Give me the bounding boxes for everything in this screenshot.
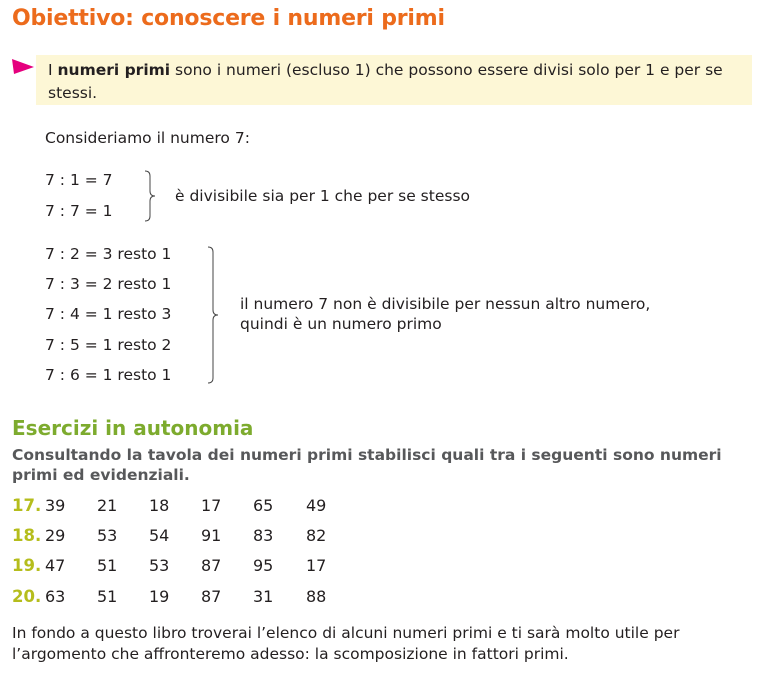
exercise-value: 51 [97, 587, 118, 606]
exercise-value: 54 [149, 526, 170, 545]
exercise-value: 49 [306, 496, 327, 515]
right-brace-icon [206, 246, 220, 384]
division-line: 7 : 1 = 7 [45, 171, 113, 189]
exercise-value: 91 [201, 526, 222, 545]
footer-text: In fondo a questo libro troverai l’elenco di alcuni numeri primi e ti sarà molto utile per l’argomento che affronteremo adesso: la scomposizione in fattori primi. [12, 624, 680, 663]
exercise-value: 21 [97, 496, 118, 515]
exercise-value: 17 [201, 496, 222, 515]
exercise-value: 63 [45, 587, 66, 606]
group1-note: è divisibile sia per 1 che per se stesso [175, 187, 470, 205]
exercise-value: 95 [253, 556, 274, 575]
exercise-value: 87 [201, 587, 222, 606]
definition-bold-term: numeri primi [57, 61, 171, 79]
exercise-number: 20. [12, 587, 42, 606]
exercise-value: 17 [306, 556, 327, 575]
division-line: 7 : 6 = 1 resto 1 [45, 366, 172, 384]
group2-note-line1: il numero 7 non è divisibile per nessun altro numero, [240, 295, 651, 313]
exercise-value: 65 [253, 496, 274, 515]
definition-prefix: I [48, 61, 58, 79]
exercise-number: 17. [12, 496, 42, 515]
exercise-value: 87 [201, 556, 222, 575]
exercises-heading: Esercizi in autonomia [12, 416, 254, 440]
right-brace-icon [143, 170, 157, 222]
division-line: 7 : 4 = 1 resto 3 [45, 305, 172, 323]
division-line: 7 : 2 = 3 resto 1 [45, 245, 172, 263]
intro-text: Consideriamo il numero 7: [45, 129, 250, 147]
exercise-value: 83 [253, 526, 274, 545]
pointer-arrow-icon [12, 57, 34, 75]
division-line: 7 : 3 = 2 resto 1 [45, 275, 172, 293]
exercise-number: 19. [12, 556, 42, 575]
exercise-value: 29 [45, 526, 66, 545]
group2-note-line2: quindi è un numero primo [240, 315, 442, 333]
exercise-value: 47 [45, 556, 66, 575]
page-title: Obiettivo: conoscere i numeri primi [12, 6, 445, 31]
exercise-value: 19 [149, 587, 170, 606]
exercise-value: 51 [97, 556, 118, 575]
exercise-value: 88 [306, 587, 327, 606]
exercises-instructions: Consultando la tavola dei numeri primi stabilisci quali tra i seguenti sono numeri primi ed evidenziali. [12, 446, 722, 484]
exercise-value: 39 [45, 496, 66, 515]
exercise-value: 18 [149, 496, 170, 515]
exercise-value: 53 [97, 526, 118, 545]
exercise-value: 31 [253, 587, 274, 606]
exercise-number: 18. [12, 526, 42, 545]
division-line: 7 : 5 = 1 resto 2 [45, 336, 172, 354]
definition-rest: sono i numeri (escluso 1) che possono essere divisi solo per 1 e per se stessi. [48, 61, 723, 102]
definition-text [48, 59, 748, 105]
exercise-value: 82 [306, 526, 327, 545]
division-line: 7 : 7 = 1 [45, 202, 113, 220]
exercise-value: 53 [149, 556, 170, 575]
